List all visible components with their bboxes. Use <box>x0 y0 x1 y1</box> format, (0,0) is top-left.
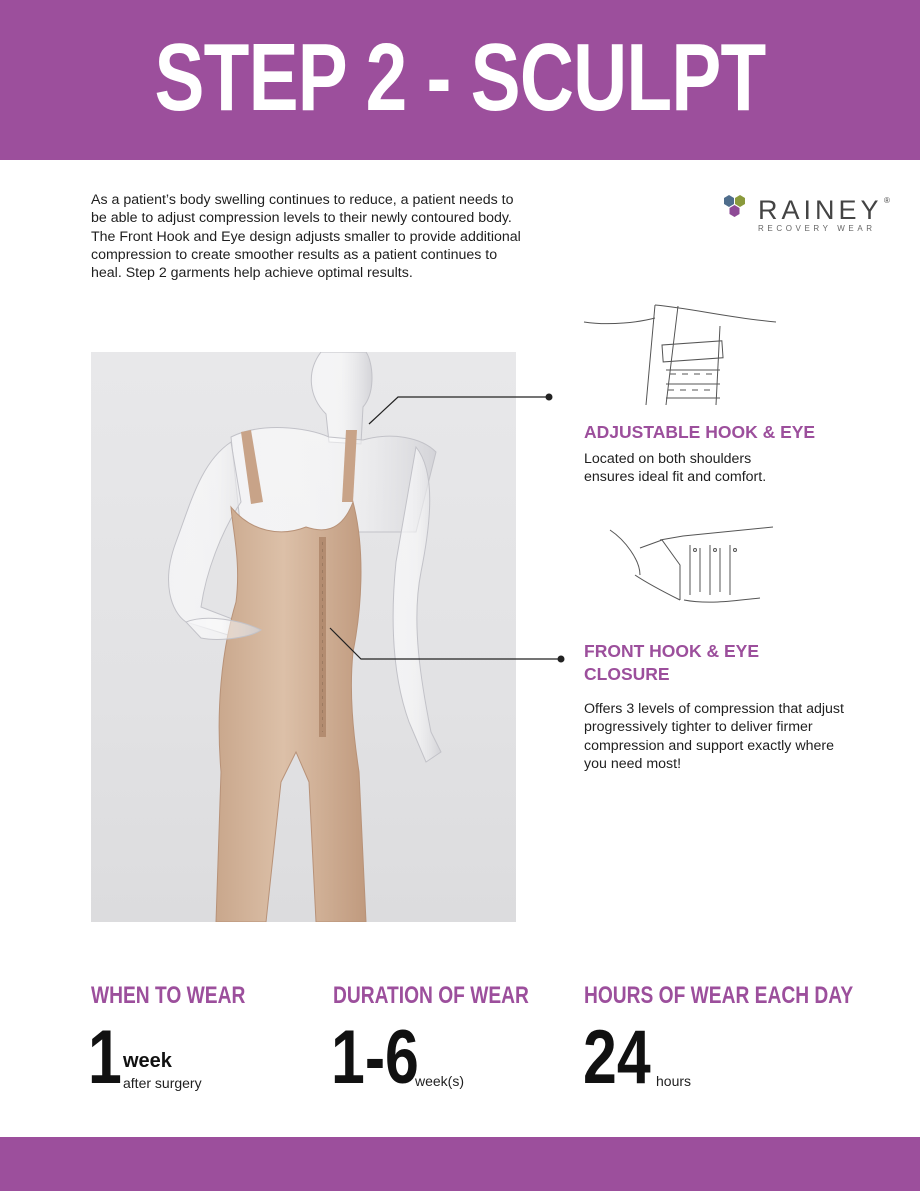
rainey-logo <box>720 192 900 236</box>
footer-banner <box>0 1137 920 1191</box>
garment-photo <box>91 352 516 922</box>
stat-value-duration: 1-6 <box>331 1015 419 1100</box>
stat-value-hours: 24 <box>583 1015 651 1100</box>
intro-paragraph: As a patient’s body swelling continues to reduce, a patient needs to be able to adjust compression levels to their newly contoured body. The Front Hook and Eye design adjusts smaller to provide additional compression to create smoother results as a patient continues to heal. Step 2 garments help achieve optimal results. <box>91 192 521 282</box>
page-title: STEP 2 - SCULPT <box>154 24 766 131</box>
stat-note-when: after surgery <box>123 1075 202 1091</box>
shoulder-hook-sketch <box>584 305 776 405</box>
logo-tagline: RECOVERY WEAR <box>758 224 876 233</box>
front-closure-sketch <box>610 527 773 602</box>
feature-desc-adjustable-hook: Located on both shoulders ensures ideal fit and comfort. <box>584 451 767 486</box>
stat-value-when: 1 <box>88 1015 122 1100</box>
registered-mark: ® <box>884 196 890 205</box>
header-banner <box>0 0 920 160</box>
logo-name: RAINEY <box>758 195 883 225</box>
stat-label-when: WHEN TO WEAR <box>91 982 246 1009</box>
hexagon-logo-icon <box>720 192 756 228</box>
stat-unit-when: week <box>123 1050 172 1072</box>
feature-title-front-closure-line1: FRONT HOOK & EYE <box>584 641 760 661</box>
feature-title-front-closure-line2: CLOSURE <box>584 664 670 684</box>
feature-desc-front-closure: Offers 3 levels of compression that adjust progressively tighter to deliver firmer compression and support exactly where you need most! <box>584 701 844 772</box>
stat-label-hours: HOURS OF WEAR EACH DAY <box>584 982 854 1009</box>
stat-unit-duration: week(s) <box>415 1073 465 1089</box>
stat-label-duration: DURATION OF WEAR <box>333 982 529 1009</box>
feature-title-adjustable-hook: ADJUSTABLE HOOK & EYE <box>584 422 816 442</box>
stat-unit-hours: hours <box>656 1073 692 1089</box>
